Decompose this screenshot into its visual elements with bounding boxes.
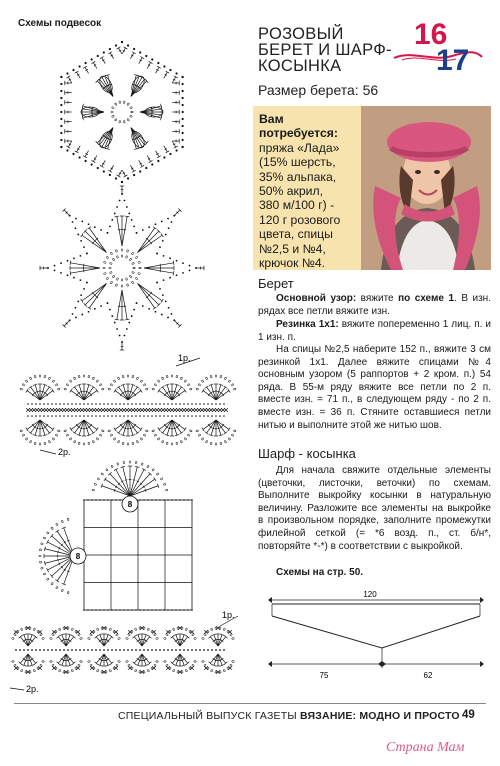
- star-motif-diagram: [40, 186, 204, 350]
- svg-text:8: 8: [127, 500, 133, 509]
- text: вяжите попеременно 1 лиц. п. и 1 изн. п.: [258, 319, 491, 343]
- page-number: 49: [462, 709, 475, 721]
- materials-heading: потребуется:: [259, 126, 338, 141]
- dim-left: 75: [319, 671, 329, 680]
- scarf-pattern-diagram: [258, 586, 498, 682]
- beret-instructions: [258, 344, 491, 432]
- footer-title: [118, 710, 460, 722]
- label-rib: Резинка 1х1:: [276, 319, 339, 330]
- beret-rib-pattern: [258, 319, 491, 344]
- materials-line: 120 г розового: [259, 212, 341, 227]
- materials-line: 380 м/100 г) -: [259, 198, 335, 213]
- label-main-pattern: Основной узор:: [276, 293, 357, 304]
- footer-rule: [14, 703, 486, 704]
- text: Для начала свяжите отдельные элементы (цветочки, листочки, веточки) по схемам. Выполните выкройку косынки в натуральную величину. Разложите все элементы на выкройке в произвольном порядке, заполните промежутки филейной сеткой (= *6 возд. п., ст. б/н*, повторяйте *-*) в соответствии с выкройкой.: [258, 465, 491, 552]
- materials-list: [259, 112, 359, 270]
- model-numbers: [406, 18, 486, 76]
- scarf-instructions: [258, 465, 491, 553]
- footer-prefix: СПЕЦИАЛЬНЫЙ ВЫПУСК ГАЗЕТЫ: [118, 710, 300, 722]
- title-line: БЕРЕТ И ШАРФ-: [258, 41, 392, 59]
- materials-box: [253, 106, 491, 270]
- materials-line: 50% акрил,: [259, 184, 323, 199]
- dim-top: 120: [363, 590, 377, 599]
- row-marker-2p: 2р.: [58, 447, 71, 457]
- hexagon-motif-diagram: [60, 41, 183, 183]
- materials-line: (15% шерсть,: [259, 155, 336, 170]
- title-line: РОЗОВЫЙ: [258, 25, 344, 43]
- border-diagram-2: [12, 626, 235, 674]
- scheme-ref: по схеме 1: [398, 293, 455, 304]
- dim-right: 62: [423, 671, 433, 680]
- watermark: Страна Мам: [386, 740, 465, 755]
- text: . В изн. рядах все петли вяжите изн.: [258, 293, 491, 317]
- scarf-heading: Шарф - косынка: [258, 446, 356, 461]
- schemes-title: Схемы подвесок: [18, 18, 102, 29]
- text: На спицы №2,5 наберите 152 п., вяжите 3 см резинкой 1х1. Далее вяжите спицами №4 основным узором (5 раппортов + 2 кром. п.) 54 ряда. В 55-м ряду вяжите все петли по 2 п. вместе изн. = 71 п., в следующем ряду - по 2 п. вместе изн. = 36 п. Стяните оставшиеся петли нитью и выполните этой же нитью шов.: [258, 344, 491, 431]
- title-line: КОСЫНКА: [258, 57, 342, 75]
- row-marker-1p: 1р.: [222, 610, 235, 620]
- magazine-name: ВЯЗАНИЕ: МОДНО И ПРОСТО: [299, 710, 460, 722]
- materials-line: №2,5 и №4,: [259, 241, 326, 256]
- model-photo: [361, 106, 491, 270]
- model-number-17: 17: [436, 44, 470, 77]
- materials-line: цвета, спицы: [259, 227, 333, 242]
- beret-main-pattern: [258, 293, 491, 318]
- materials-line: 35% альпака,: [259, 169, 337, 184]
- materials-line: крючок №4.: [259, 256, 326, 271]
- beret-size: Размер берета: 56: [258, 82, 379, 98]
- row-marker-1p: 1р.: [178, 353, 191, 363]
- model-number-16: 16: [414, 18, 448, 51]
- text: вяжите: [356, 293, 399, 304]
- border-diagram-1: [20, 375, 236, 445]
- materials-line: пряжа «Лада»: [259, 140, 340, 155]
- beret-heading: Берет: [258, 276, 294, 291]
- materials-heading: Вам: [259, 112, 284, 126]
- flower-branch-diagram: [39, 461, 193, 611]
- row-marker-2p: 2р.: [26, 684, 39, 694]
- article-title: [258, 18, 498, 77]
- schemes-reference: Схемы на стр. 50.: [276, 567, 364, 578]
- svg-text:8: 8: [75, 552, 81, 561]
